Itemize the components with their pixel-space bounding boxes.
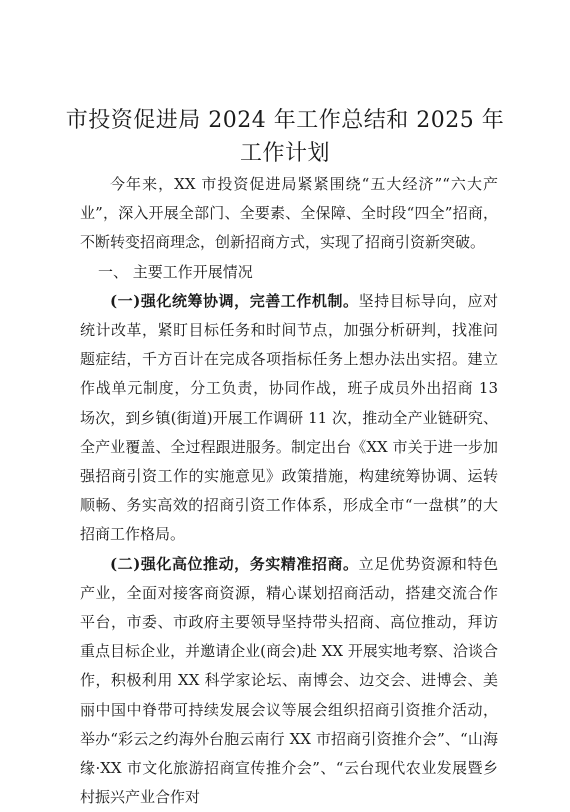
intro-paragraph: 今年来，XX 市投资促进局紧紧围绕“五大经济”“六大产业”，深入开展全部门、全要素、全保障、全时段“四全”招商，不断转变招商理念，创新招商方式，实现了招商引资新突破。 (80, 175, 498, 252)
paragraph-1-body: 坚持目标导向，应对统计改革，紧盯目标任务和时间节点，加强分析研判，找准问题症结，千方百计在完成各项指标任务上想办法出实招。建立作战单元制度，分工负责，协同作战，班子成员外出招商 13 场次，到乡镇(街道)开展工作调研 11 次，推动全产业链研究、全产业覆盖、全过程跟进服务。制定出台《XX 市关于进一步加强招商引资工作的实施意见》政策措施，构建统筹协调、运转顺畅、务实高效的招商引资工作体系，形成全市“一盘棋”的大招商工作格局。 (80, 291, 498, 544)
paragraph-2-body: 立足优势资源和特色产业，全面对接客商资源，精心谋划招商活动，搭建交流合作平台，市委、市政府主要领导坚持带头招商、高位推动，拜访重点目标企业，并邀请企业(商会)赴 XX 开展实地考察、洽谈合作，积极利用 XX 科学家论坛、南博会、边交会、进博会、美丽中国中脊带可持续发展会议等展会组织招商引资推介活动，举办“彩云之约海外台胞云南行 XX 市招商引资推介会”、“山海缘·XX 市文化旅游招商宣传推介会”、“云台现代农业发展暨乡村振兴产业合作对 (80, 554, 498, 807)
document-title: 市投资促进局 2024 年工作总结和 2025 年工作计划 (65, 108, 505, 166)
paragraph-2-lead: (二)强化高位推动，务实精准招商。 (110, 554, 359, 573)
paragraph-1-lead: (一)强化统筹协调，完善工作机制。 (110, 291, 359, 310)
document-body (80, 170, 498, 812)
section-heading: 一、 主要工作开展情况 (98, 262, 253, 281)
paragraph-2 (80, 550, 498, 812)
paragraph-1 (80, 287, 498, 550)
